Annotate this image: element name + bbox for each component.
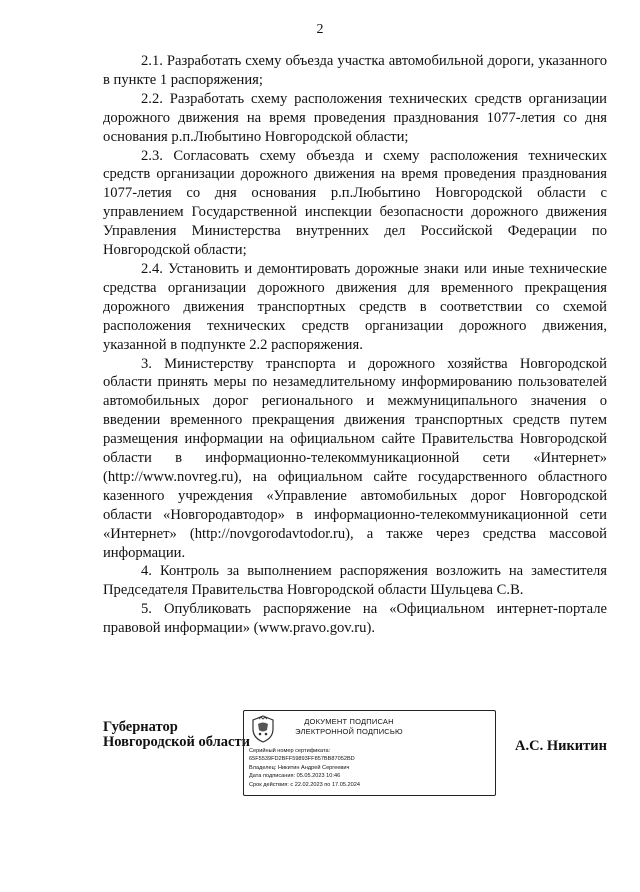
certificate-owner: Владелец: Никитин Андрей Сергеевич — [249, 764, 350, 771]
certificate-number: 65F5539FD2BFF59893FF857BB87052BD — [249, 756, 355, 763]
signer-position-line2: Новгородской области — [103, 734, 250, 750]
stamp-heading — [284, 717, 414, 737]
stamp-heading-line1: ДОКУМЕНТ ПОДПИСАН — [304, 717, 394, 726]
paragraph-2-4: 2.4. Установить и демонтировать дорожные знаки или иные технические средства организации дорожного движения для временного прекращения дорожного движения транспортных средств в соответствии со схемой расположения технических средств организации дорожного движения, указанной в подпункте 2.2 распоряжения. — [103, 260, 607, 353]
coat-of-arms-icon — [250, 715, 276, 743]
stamp-details — [249, 747, 489, 789]
signer-position-line1: Губернатор — [103, 719, 178, 735]
document-body — [103, 52, 607, 638]
signature-block — [103, 718, 607, 808]
paragraph-3: 3. Министерству транспорта и дорожного хозяйства Новгородской области принять меры по незамедлительному информированию пользователей автомобильных дорог регионального и межмуниципального значения о введении временного прекращения движения транспортных средств путем размещения информации на официальном сайте Правительства Новгородской области в информационно-телекоммуникационной сети «Интернет» (http://www.novreg.ru), на официальном сайте государственного областного казенного учреждения «Управление автомобильных дорог Новгородской области «Новгородавтодор» в информационно-телекоммуникационной сети «Интернет» (http://novgorodavtodor.ru), а также через средства массовой информации. — [103, 355, 607, 561]
paragraph-5: 5. Опубликовать распоряжение на «Официальном интернет-портале правовой информации» (www.pravo.gov.ru). — [103, 601, 607, 637]
paragraph-4: 4. Контроль за выполнением распоряжения возложить на заместителя Председателя Правительства Новгородской области Шульцева С.В. — [103, 563, 607, 599]
paragraph-2-3: 2.3. Согласовать схему объезда и схему расположения технических средств организации дорожного движения на время проведения празднования 1077-летия со дня основания р.п.Любытино Новгородской области с управлением Государственной инспекции безопасности дорожного движения Управления Министерства внутренних дел Российской Федерации по Новгородской области; — [103, 147, 607, 259]
signer-position — [103, 720, 250, 750]
stamp-heading-line2: ЭЛЕКТРОННОЙ ПОДПИСЬЮ — [295, 727, 403, 736]
paragraph-2-2: 2.2. Разработать схему расположения технических средств организации дорожного движения на время проведения празднования 1077-летия со дня основания р.п.Любытино Новгородской области; — [103, 90, 607, 145]
signer-name: А.С. Никитин — [515, 738, 607, 754]
certificate-label: Серийный номер сертификата: — [249, 748, 331, 754]
signing-date: Дата подписания: 05.05.2023 10:46 — [249, 773, 341, 780]
electronic-signature-stamp — [243, 710, 496, 796]
page-number: 2 — [316, 22, 324, 37]
certificate-validity: Срок действия: с 22.02.2023 по 17.05.2024 — [249, 781, 360, 788]
paragraph-2-1: 2.1. Разработать схему объезда участка автомобильной дороги, указанного в пункте 1 распоряжения; — [103, 53, 607, 88]
